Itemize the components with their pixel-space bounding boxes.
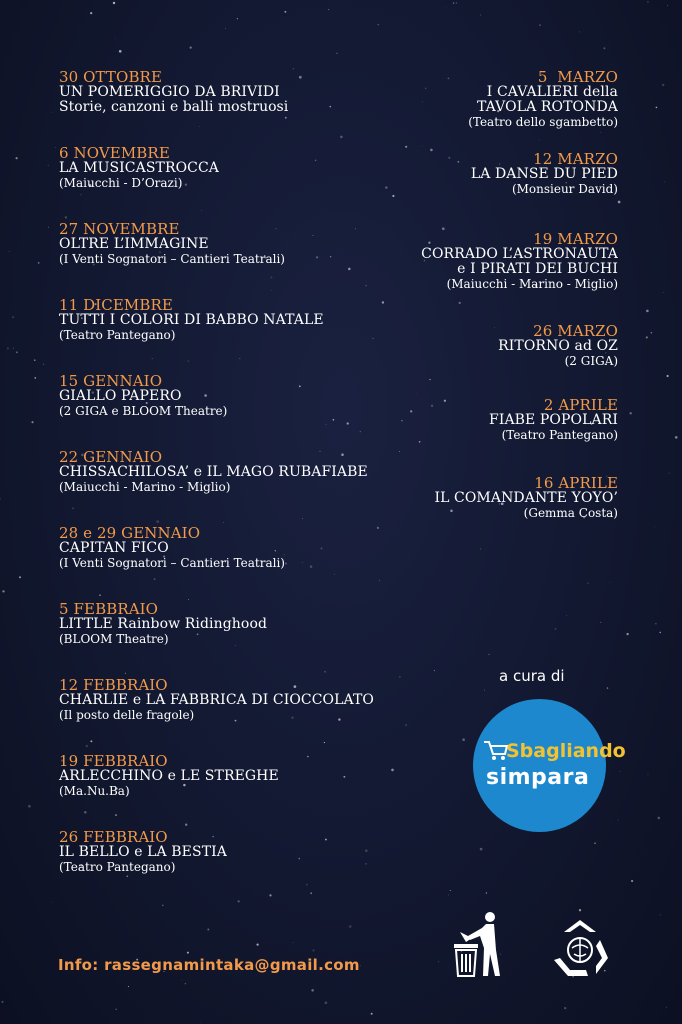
star [566,615,567,616]
event-date: 5 MARZO [537,68,618,86]
star [34,360,35,361]
event-title: CAPITAN FICO [59,540,169,556]
star [19,576,21,578]
star [434,670,435,671]
star [480,15,481,16]
star [450,890,451,891]
event-date: 12 MARZO [533,150,618,168]
star [669,473,670,474]
star [187,952,189,954]
star [90,12,92,14]
event-company: (Teatro Pantegano) [59,328,176,342]
star [456,2,457,3]
logo-line-1: Sbagliando [506,740,626,762]
star [647,1,648,2]
event-date: 19 MARZO [533,230,618,248]
star [607,687,608,688]
event-company: (Teatro Pantegano) [59,860,176,874]
recycle-icon [550,918,610,978]
star [462,738,465,741]
event-title: CHARLIE e LA FABBRICA DI CIOCCOLATO [59,692,374,708]
event-date: 16 APRILE [534,474,618,492]
event-item [59,601,399,677]
star [378,24,379,25]
star [2,1001,4,1003]
star [200,1022,201,1023]
event-title: IL BELLO e LA BESTIA [59,844,227,860]
star [312,949,314,951]
event-date: 15 GENNAIO [59,372,163,390]
star [43,364,44,365]
star [656,107,658,109]
event-company: (Monsieur David) [511,182,618,196]
star [663,292,664,293]
star [349,925,352,928]
event-company: (Gemma Costa) [523,506,618,520]
star [480,549,481,550]
star [185,983,187,985]
event-item [318,69,618,151]
star [256,943,258,945]
star [325,1001,328,1004]
event-item [59,753,399,829]
sbagliando-simpara-logo [473,699,626,832]
event-company: (2 GIGA e BLOOM Theatre) [59,404,228,418]
star [648,774,649,775]
star [446,8,447,9]
star [399,676,401,678]
star [453,2,455,4]
event-title: RITORNO ad OZ [498,338,618,354]
event-company: (Teatro Pantegano) [501,428,618,442]
star [620,771,621,772]
logo-line-2: simpara [486,765,590,790]
star [579,32,580,33]
star [284,11,286,13]
event-date: 12 FEBBRAIO [59,676,168,694]
star [662,84,664,86]
event-date: 2 APRILE [543,396,618,414]
event-item [59,677,399,753]
event-company: Storie, canzoni e balli mostruosi [59,99,289,115]
event-date: 26 MARZO [533,322,618,340]
event-title: LITTLE Rainbow Ridinghood [59,616,268,632]
event-title: UN POMERIGGIO DA BRIVIDI [59,84,280,100]
curated-by-label: a cura di [499,667,565,685]
star [600,622,601,623]
star [675,436,678,439]
star [31,421,33,423]
star [618,820,619,821]
star [48,227,49,228]
star [7,347,9,349]
star [587,583,588,584]
star [336,53,337,54]
star [666,1007,667,1008]
star [207,929,209,931]
star [16,351,18,353]
star [626,633,628,635]
event-date: 27 NOVEMBRE [59,220,180,238]
star [190,46,192,48]
event-company: (Teatro dello sgambetto) [468,115,618,129]
star [660,914,661,915]
star [0,498,1,500]
event-item [318,475,618,545]
star [646,336,648,338]
star [484,690,485,691]
event-date: 28 e 29 GENNAIO [59,524,201,542]
star [48,165,49,166]
star [539,24,541,26]
star [128,986,129,987]
star [594,842,595,843]
star [237,18,238,19]
trash-bin-icon [450,910,506,978]
star [115,38,116,39]
event-title: IL COMANDANTE YOYO’ [434,490,618,506]
star [52,902,53,903]
event-date: 19 FEBBRAIO [59,752,168,770]
event-company: (2 GIGA) [564,354,618,368]
star [438,961,439,962]
star [371,1013,373,1015]
star [9,251,10,252]
star [55,147,56,148]
star [34,377,36,379]
event-item [59,829,399,905]
star [405,724,407,726]
event-title: LA MUSICASTROCCA [59,160,220,176]
event-item [318,231,618,323]
star [119,50,122,53]
event-title: OLTRE L’IMMAGINE [59,236,209,252]
star [646,310,649,313]
event-title: e I PIRATI DEI BUCHI [457,261,618,277]
star [225,28,226,29]
star [655,623,656,624]
event-title: CORRADO L’ASTRONAUTA [421,246,618,262]
event-title: ARLECCHINO e LE STREGHE [59,768,279,784]
star [654,526,655,527]
star [664,182,665,183]
star [2,590,4,592]
event-title: CHISSACHILOSA’ e IL MAGO RUBAFIABE [59,464,368,480]
star [28,805,31,808]
event-company: (Maiucchi - Marino - Miglio) [59,480,231,494]
star [182,979,183,980]
event-item [318,397,618,475]
star [360,965,361,966]
event-title: I CAVALIERI della [486,84,618,100]
event-date: 11 DICEMBRE [59,296,173,314]
event-date: 22 GENNAIO [59,448,163,466]
star [618,201,621,204]
star [328,9,329,10]
event-company: (I Venti Sognatori – Cantieri Teatrali) [59,556,285,570]
star [115,1009,117,1011]
event-title: TAVOLA ROTONDA [476,99,618,115]
event-item [318,323,618,397]
star [488,654,489,655]
event-item [318,151,618,231]
star [292,942,293,943]
star [651,332,653,334]
star [629,412,631,414]
star [657,817,660,820]
star [13,348,14,349]
star [52,112,53,113]
event-title: GIALLO PAPERO [59,388,182,404]
event-date: 5 FEBBRAIO [59,600,159,618]
event-date: 26 FEBBRAIO [59,828,168,846]
star [609,582,610,583]
spring-schedule [318,69,618,545]
star [555,628,557,630]
contact-info: Info: rassegnamintaka@gmail.com [58,956,360,974]
event-date: 30 OTTOBRE [59,68,163,86]
star [113,2,115,4]
event-company: (Maiucchi - D’Orazi) [59,176,183,190]
star [486,892,487,893]
star [16,157,18,159]
event-title: LA DANSE DU PIED [470,166,618,182]
star [311,989,314,992]
star [38,262,40,264]
star [603,47,605,49]
event-title: TUTTI I COLORI DI BABBO NATALE [59,312,324,328]
star [667,5,668,6]
star [579,909,581,911]
star [659,632,661,634]
star [564,1007,566,1009]
event-company: (Il posto delle fragole) [59,708,195,722]
star [480,848,483,851]
event-title: FIABE POPOLARI [489,412,618,428]
star [12,316,14,318]
event-company: (Ma.Nu.Ba) [59,784,130,798]
event-company: (Maiucchi - Marino - Miglio) [446,277,618,291]
star [631,880,633,882]
event-company: (BLOOM Theatre) [59,632,169,646]
event-date: 6 NOVEMBRE [59,144,170,162]
star [448,894,449,895]
star [667,375,669,377]
event-company: (I Venti Sognatori – Cantieri Teatrali) [59,252,285,266]
